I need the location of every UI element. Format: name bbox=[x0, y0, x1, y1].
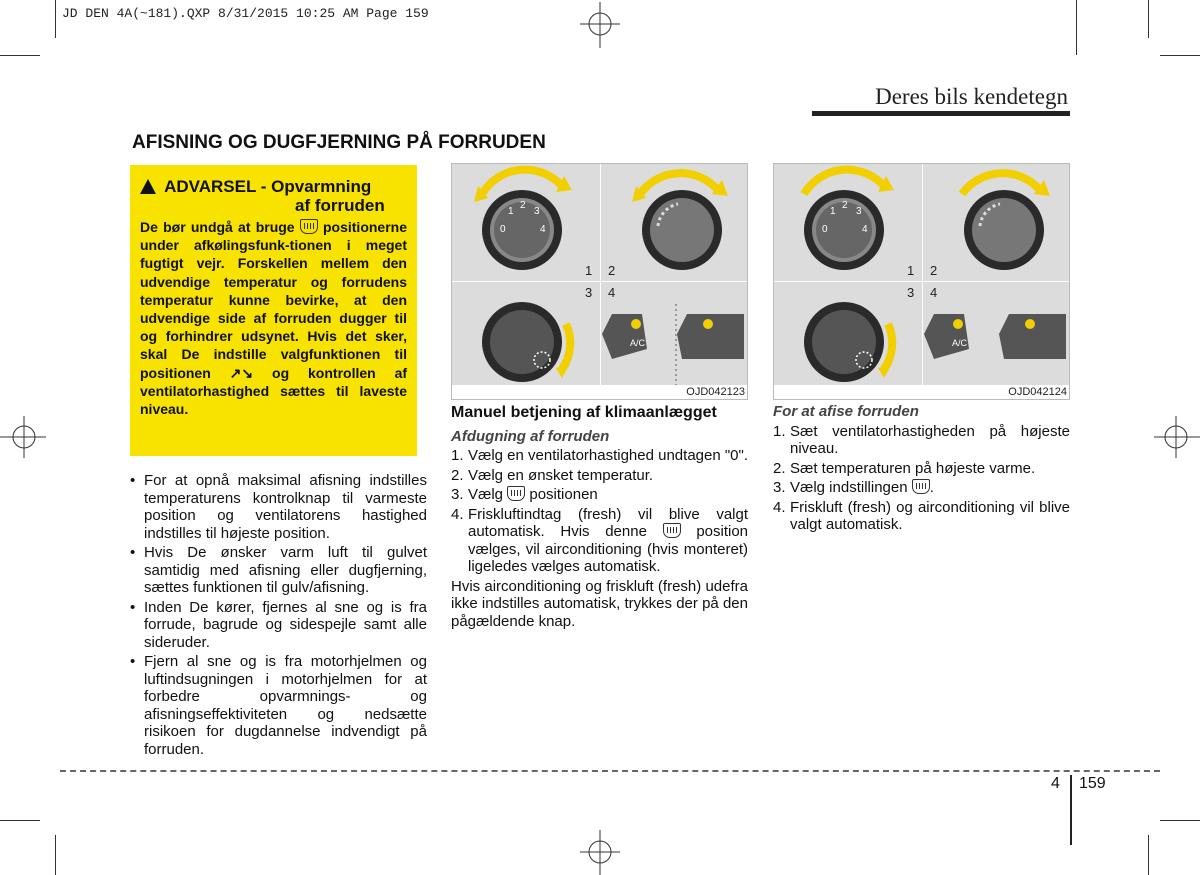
list-item: 1. Vælg en ventilatorhastighed undtagen "0". bbox=[451, 447, 749, 464]
defrost-icon bbox=[912, 479, 930, 494]
list-item: 4. Friskluftindtag (fresh) vil blive valgt automatisk. Hvis denne position vælges, vil airconditioning (hvis monteret) ligeledes vælges automatisk. bbox=[451, 505, 749, 575]
list-item: • Hvis De ønsker varm luft til gulvet samtidig med afisning eller dugfjerning, sættes funktionen til gulv/afisning. bbox=[130, 544, 427, 597]
crop-mark bbox=[1148, 835, 1149, 875]
warning-text-2: positionerne under afkølingsfunk-tionen i meget fugtigt vejr. Forskellen mellem den udvendige temperatur og forrudens temperatur kunne bevirke, at den udvendige side af forruden dugger til og forhindrer udsynet. Hvis det sker, skal De indstille valgfunktionen til positionen bbox=[140, 219, 407, 381]
svg-text:4: 4 bbox=[540, 224, 546, 235]
warning-title-line-2: af forruden bbox=[295, 196, 385, 215]
svg-text:0: 0 bbox=[822, 224, 828, 235]
callout-number: 1 bbox=[585, 263, 593, 278]
figure-code: OJD042123 bbox=[686, 386, 745, 398]
knobs-illustration bbox=[452, 164, 748, 400]
crop-mark bbox=[55, 835, 56, 875]
header-rule bbox=[812, 111, 1070, 116]
knobs-illustration bbox=[774, 164, 1070, 400]
defrost-icon bbox=[507, 486, 525, 501]
warning-title bbox=[140, 177, 407, 196]
crop-mark bbox=[0, 55, 40, 56]
defrost-icon bbox=[300, 219, 318, 234]
registration-mark-left bbox=[0, 412, 48, 462]
list-item: 2. Sæt temperaturen på højeste varme. bbox=[773, 459, 1036, 477]
crop-mark bbox=[1148, 0, 1149, 38]
warning-title-line-1: ADVARSEL - Opvarmning bbox=[164, 177, 372, 196]
manual-operation-section bbox=[451, 404, 748, 630]
crop-mark bbox=[1076, 0, 1077, 55]
callout-number: 1 bbox=[907, 263, 915, 278]
registration-mark-top bbox=[575, 2, 625, 52]
svg-text:1: 1 bbox=[508, 206, 514, 217]
figure-climate-controls-right bbox=[773, 163, 1070, 400]
callout-number: 3 bbox=[585, 285, 593, 300]
section-title: AFISNING OG DUGFJERNING PÅ FORRUDEN bbox=[132, 132, 546, 153]
svg-text:1: 1 bbox=[830, 206, 836, 217]
list-item: 3. Vælg positionen bbox=[451, 486, 598, 503]
svg-text:A/C: A/C bbox=[630, 338, 646, 348]
list-item: 1. Sæt ventilatorhastigheden på højeste niveau. bbox=[773, 422, 1070, 457]
deice-section bbox=[773, 403, 1070, 536]
deice-subheading: For at afise forruden bbox=[773, 403, 919, 420]
manual-heading: Manuel betjening af klimaanlægget bbox=[451, 404, 717, 421]
list-item: • Inden De kører, fjernes al sne og is fra forrude, bagrude og sidespejle samt alle sideruder. bbox=[130, 599, 427, 652]
defrost-mode-icon: ↗↘ bbox=[229, 364, 254, 381]
list-item: 2. Vælg en ønsket temperatur. bbox=[451, 466, 654, 484]
warning-text-3: og kontrollen af ventilatorhastighed sættes til laveste niveau. bbox=[140, 364, 408, 418]
crop-mark bbox=[1160, 820, 1200, 821]
list-item: • Fjern al sne og is fra motorhjelmen og luftindsugningen i motorhjelmen for at forbedre opvarmnings- og afisningseffektiviteten og nedsætte risikoen for dugdannelse indvendigt på forruden. bbox=[130, 653, 427, 758]
list-item: 4. Friskluft (fresh) og airconditioning vil blive valgt automatisk. bbox=[773, 498, 1070, 533]
crop-mark bbox=[55, 0, 56, 38]
figure-code: OJD042124 bbox=[1008, 386, 1067, 398]
page-separator bbox=[1070, 775, 1072, 845]
warning-text-1: De bør undgå at bruge bbox=[140, 219, 295, 235]
registration-mark-right bbox=[1152, 412, 1200, 462]
crop-mark bbox=[1160, 55, 1200, 56]
figure-climate-controls-left bbox=[451, 163, 748, 400]
manual-note: Hvis airconditioning og friskluft (fresh) udefra ikke indstilles automatisk, trykkes der på den pågældende knap. bbox=[451, 577, 748, 630]
footer-rule bbox=[60, 770, 1160, 772]
chapter-number: 4 bbox=[1051, 775, 1060, 792]
warning-body bbox=[140, 218, 407, 418]
chapter-header-title: Deres bils kendetegn bbox=[875, 84, 1068, 109]
callout-number: 2 bbox=[930, 263, 938, 278]
manual-subheading: Afdugning af forruden bbox=[451, 427, 610, 445]
defrost-icon bbox=[663, 523, 681, 538]
svg-text:3: 3 bbox=[856, 206, 862, 217]
svg-text:4: 4 bbox=[862, 224, 868, 235]
crop-mark bbox=[0, 820, 40, 821]
svg-text:2: 2 bbox=[842, 200, 848, 211]
print-slug: JD DEN 4A(~181).QXP 8/31/2015 10:25 AM Page 159 bbox=[62, 6, 429, 21]
callout-number: 4 bbox=[608, 285, 616, 300]
manual-steps bbox=[451, 447, 748, 576]
warning-triangle-icon bbox=[140, 179, 156, 194]
deice-steps bbox=[773, 423, 1070, 534]
svg-text:A/C: A/C bbox=[952, 338, 968, 348]
svg-text:3: 3 bbox=[534, 206, 540, 217]
warning-box bbox=[130, 165, 417, 456]
list-item: 3. Vælg indstillingen . bbox=[773, 479, 934, 496]
svg-text:0: 0 bbox=[500, 224, 506, 235]
list-item: • For at opnå maksimal afisning indstilles temperaturens kontrolknap til varmeste position og ventilatorens hastighed indstilles til højeste position. bbox=[130, 472, 427, 542]
callout-number: 2 bbox=[608, 263, 616, 278]
bullet-list bbox=[130, 472, 427, 760]
registration-mark-bottom bbox=[575, 828, 625, 875]
callout-number: 3 bbox=[907, 285, 915, 300]
svg-text:2: 2 bbox=[520, 200, 526, 211]
page-number: 159 bbox=[1079, 775, 1106, 792]
callout-number: 4 bbox=[930, 285, 938, 300]
